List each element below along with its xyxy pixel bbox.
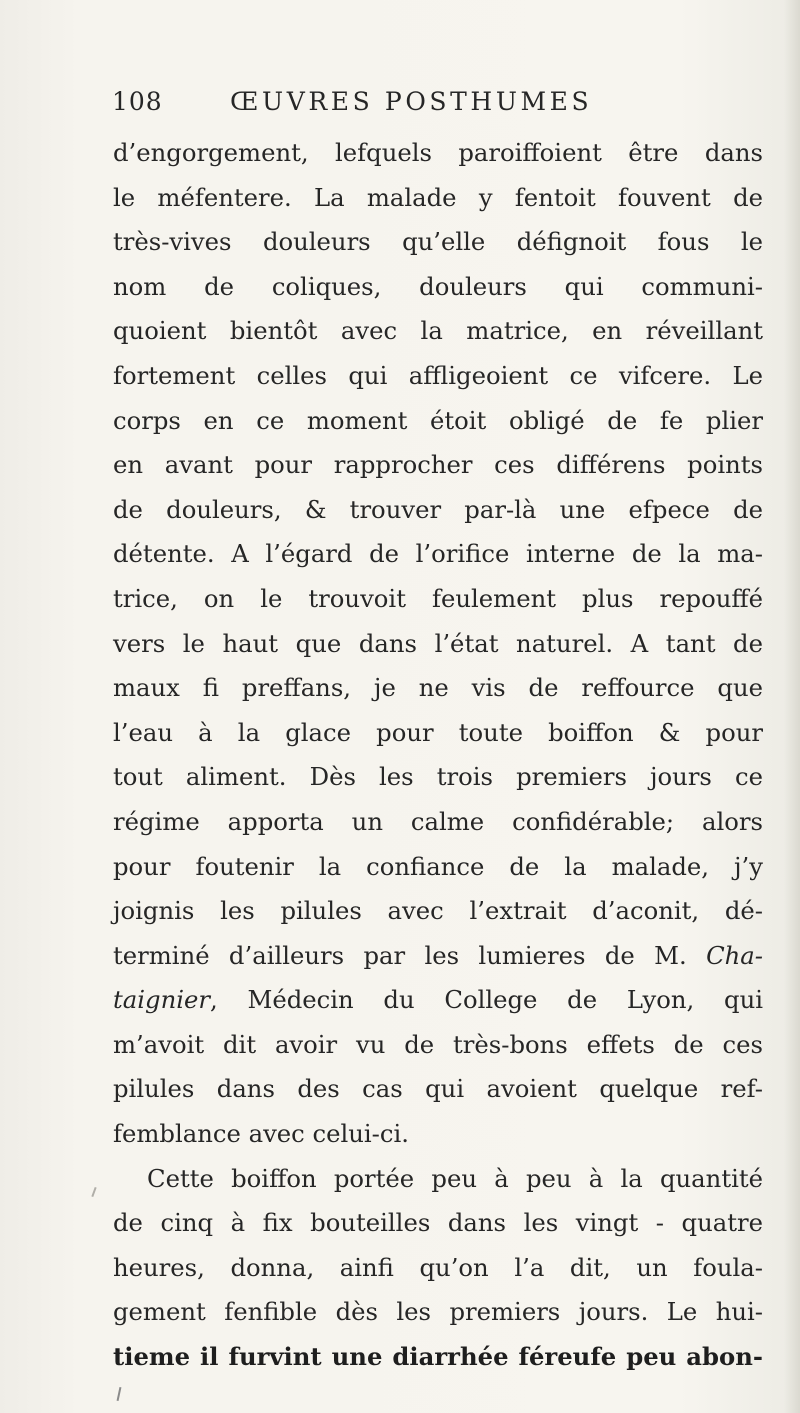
text-line-segment: terminé d’ailleurs par les lumieres de M.	[113, 940, 687, 970]
text-line-with-name	[113, 978, 763, 1023]
text-line: nom de coliques, douleurs qui communi-	[113, 271, 763, 301]
text-line: pilules dans des cas qui avoient quelque ref-	[113, 1074, 763, 1104]
text-line: très-vives douleurs qu’elle défignoit fous le	[113, 227, 763, 257]
ink-mark	[91, 1187, 96, 1197]
text-line: de douleurs, & trouver par-là une efpece de	[113, 494, 763, 524]
page-number: 108	[112, 87, 163, 116]
ink-mark	[117, 1387, 122, 1401]
body-text	[113, 131, 763, 1380]
text-line: de cinq à fix bouteilles dans les vingt - quatre	[113, 1208, 763, 1238]
text-line: détente. A l’égard de l’orifice interne de la ma-	[113, 539, 763, 569]
text-line: trice, on le trouvoit feulement plus repouffé	[113, 583, 763, 613]
text-line: en avant pour rapprocher ces différens points	[113, 450, 763, 480]
text-line: tout aliment. Dès les trois premiers jours ce	[113, 762, 763, 792]
text-line: fortement celles qui affligeoient ce vifcere. Le	[113, 360, 763, 390]
running-head	[112, 82, 592, 122]
paragraph-start: Cette boiffon portée peu à peu à la quantité	[147, 1163, 763, 1193]
running-head-title: ŒUVRES POSTHUMES	[230, 87, 593, 116]
italic-name-part1: Cha-	[706, 940, 763, 970]
text-line: le méfentere. La malade y fentoit fouvent de	[113, 182, 763, 212]
text-line: pour foutenir la confiance de la malade, j’y	[113, 851, 763, 881]
text-line: tieme il furvint une diarrhée féreufe peu abon-	[113, 1342, 763, 1372]
text-line: l’eau à la glace pour toute boiffon & pour	[113, 717, 763, 747]
text-line: maux fi preffans, je ne vis de reffource que	[113, 673, 763, 703]
text-line: joignis les pilules avec l’extrait d’aconit, dé-	[113, 896, 763, 926]
text-line: femblance avec celui-ci.	[113, 1119, 409, 1149]
text-line: corps en ce moment étoit obligé de fe plier	[113, 405, 763, 435]
text-line: quoient bientôt avec la matrice, en réveillant	[113, 316, 763, 346]
text-line: régime apporta un calme confidérable; alors	[113, 806, 763, 836]
text-line: d’engorgement, lefquels paroiffoient être dans	[113, 138, 763, 167]
italic-name-part2: taignier	[113, 985, 210, 1015]
text-line: heures, donna, ainfi qu’on l’a dit, un foula-	[113, 1252, 763, 1282]
text-line: m’avoit dit avoir vu de très-bons effets de ces	[113, 1029, 763, 1059]
text-line: gement fenfible dès les premiers jours. Le hui-	[113, 1297, 763, 1327]
text-line: vers le haut que dans l’état naturel. A tant de	[113, 628, 763, 658]
text-line-segment: , Médecin du College de Lyon, qui	[210, 985, 763, 1015]
page-edge-shadow	[784, 0, 800, 1413]
text-line-with-name	[113, 934, 763, 979]
